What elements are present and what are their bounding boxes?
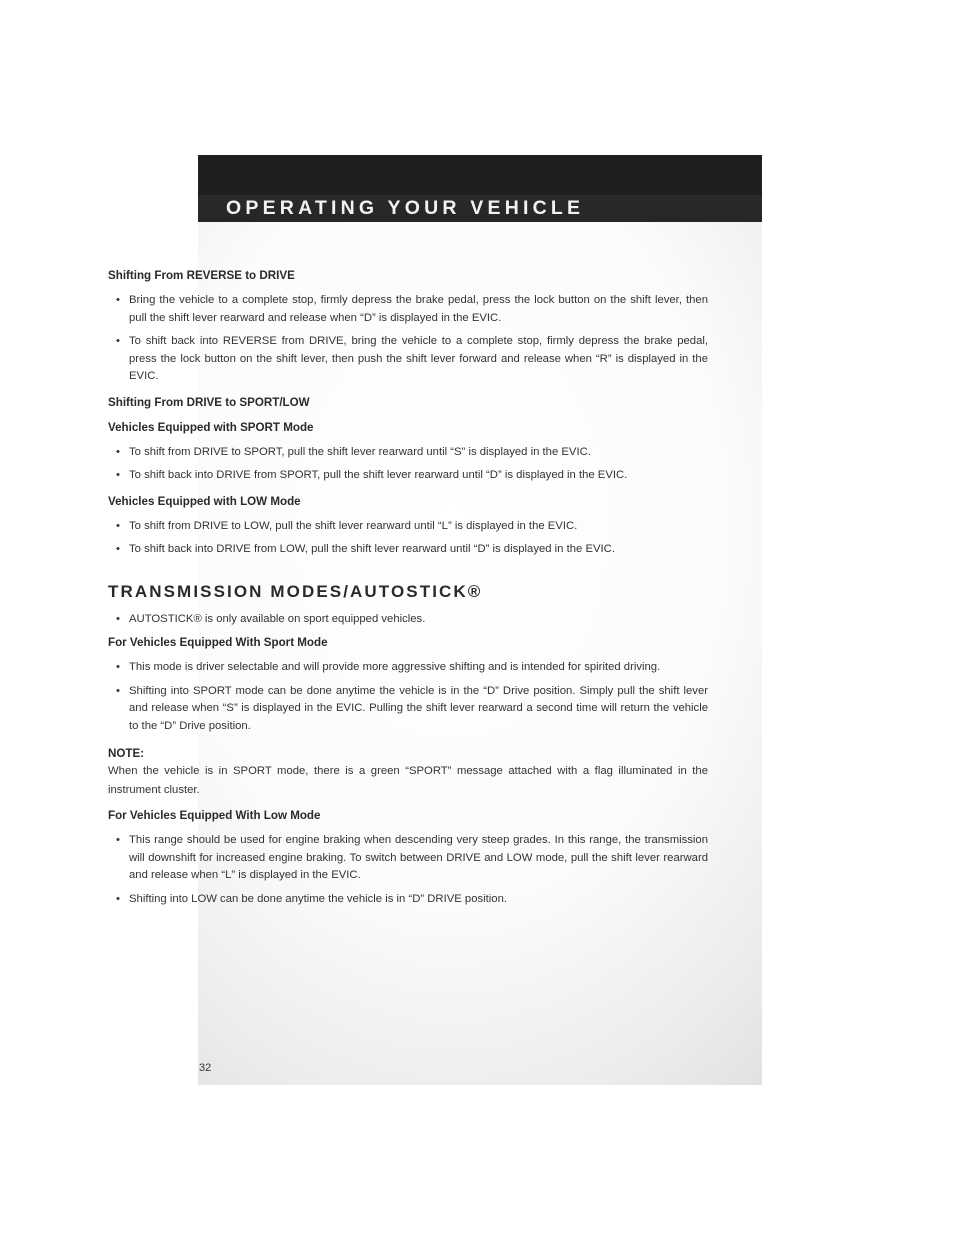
bullet-sport-to-drive: • To shift back into DRIVE from SPORT, pull the shift lever rearward until “D” is displayed in the EVIC. bbox=[108, 467, 708, 485]
bullet-shifting-into-sport: • Shifting into SPORT mode can be done anytime the vehicle is in the “D” Drive position. Simply pull the shift lever and release when “S” is displayed in the EVIC. Pulling the shift lever rearward a second time will return the vehicle to the “D” Drive position. bbox=[108, 683, 708, 736]
note-label: NOTE: bbox=[108, 747, 145, 760]
heading-low-mode: Vehicles Equipped with LOW Mode bbox=[108, 494, 301, 508]
bullet-drive-to-low: • To shift from DRIVE to LOW, pull the shift lever rearward until “L” is displayed in the EVIC. bbox=[108, 518, 708, 536]
page-number: 32 bbox=[199, 1062, 212, 1074]
bullet-autostick: • AUTOSTICK® is only available on sport equipped vehicles. bbox=[108, 611, 708, 629]
note-text: When the vehicle is in SPORT mode, there is a green “SPORT” message attached with a flag illuminated in the instrument cluster. bbox=[108, 765, 708, 796]
heading-low-equipped: For Vehicles Equipped With Low Mode bbox=[108, 809, 321, 822]
section-title-transmission-modes: TRANSMISSION MODES/AUTOSTICK® bbox=[108, 581, 483, 601]
bullet-drive-to-sport: • To shift from DRIVE to SPORT, pull the shift lever rearward until “S” is displayed in the EVIC. bbox=[108, 444, 708, 462]
heading-reverse-to-drive: Shifting From REVERSE to DRIVE bbox=[108, 269, 295, 282]
bullet-reverse-to-drive: • Bring the vehicle to a complete stop, firmly depress the brake pedal, press the lock button on the shift lever, then pull the shift lever rearward and release when “D” is displayed in the EVIC. bbox=[108, 292, 708, 327]
page-content bbox=[108, 268, 708, 908]
bullet-drive-to-reverse: • To shift back into REVERSE from DRIVE, bring the vehicle to a complete stop, firmly depress the brake pedal, press the lock button on the shift lever, then push the shift lever forward and release when “R” is displayed in the EVIC. bbox=[108, 333, 708, 386]
bullet-sport-mode-description: • This mode is driver selectable and will provide more aggressive shifting and is intended for spirited driving. bbox=[108, 659, 708, 677]
bullet-low-range-description: • This range should be used for engine braking when descending very steep grades. In this range, the transmission will downshift for increased engine braking. To switch between DRIVE and LOW mode, pull the shift lever rearward and release when “L” is displayed in the EVIC. bbox=[108, 832, 708, 885]
header-title: OPERATING YOUR VEHICLE bbox=[198, 195, 762, 222]
bullet-shifting-into-low: • Shifting into LOW can be done anytime the vehicle is in “D” DRIVE position. bbox=[108, 891, 708, 909]
heading-sport-equipped: For Vehicles Equipped With Sport Mode bbox=[108, 636, 328, 649]
heading-drive-to-sport-low: Shifting From DRIVE to SPORT/LOW bbox=[108, 395, 310, 409]
heading-sport-mode: Vehicles Equipped with SPORT Mode bbox=[108, 420, 314, 434]
bullet-low-to-drive: • To shift back into DRIVE from LOW, pull the shift lever rearward until “D” is displayed in the EVIC. bbox=[108, 541, 708, 559]
page-header bbox=[198, 155, 762, 222]
